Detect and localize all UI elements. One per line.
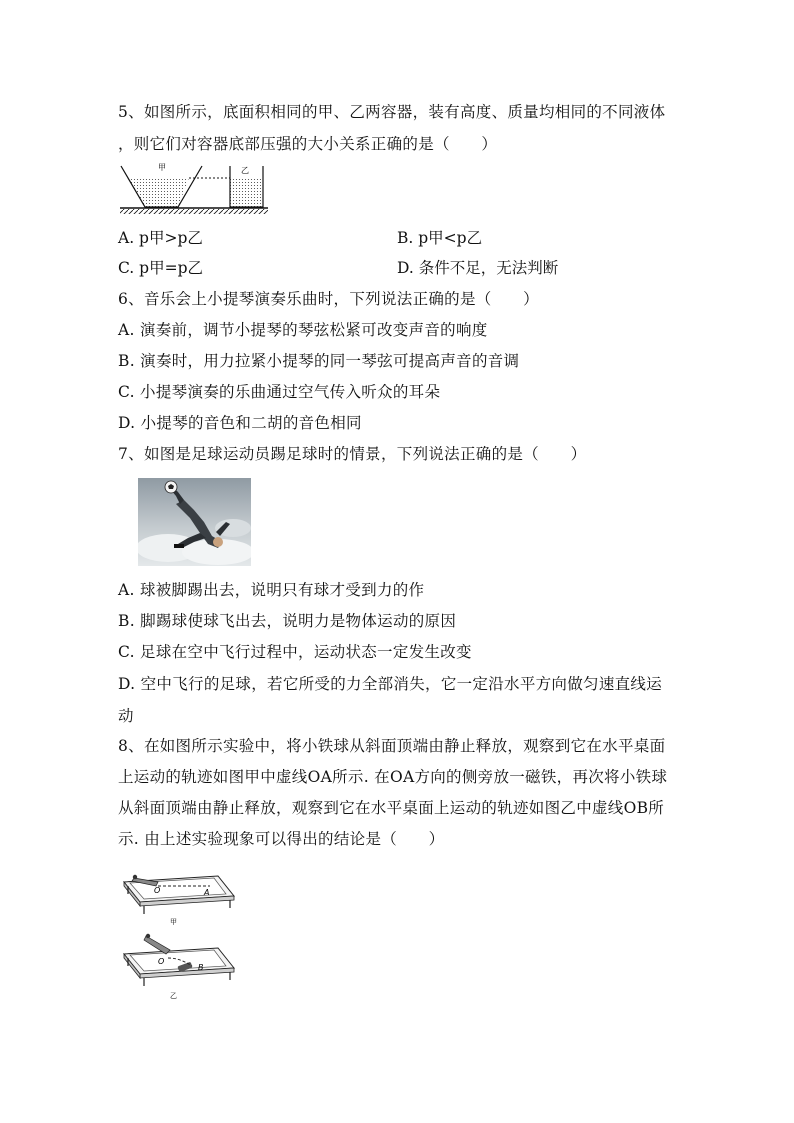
q7-soccer-photo bbox=[138, 478, 251, 566]
q8-stem-line2: 上运动的轨迹如图甲中虚线OA所示. 在OA方向的侧旁放一磁铁，再次将小铁球 bbox=[118, 768, 668, 786]
q5-option-a: A. p甲>p乙 bbox=[118, 229, 203, 247]
q8-figure-yi bbox=[118, 928, 240, 1002]
q8-fig2-label-B: B bbox=[198, 963, 204, 972]
q5-option-b: B. p甲<p乙 bbox=[397, 229, 483, 247]
q6-option-d: D. 小提琴的音色和二胡的音色相同 bbox=[118, 414, 362, 432]
q7-stem: 7、如图是足球运动员踢足球时的情景，下列说法正确的是（ ） bbox=[118, 445, 587, 463]
q8-fig2-label-O: O bbox=[158, 957, 165, 966]
q8-fig1-label-A: A bbox=[204, 888, 210, 897]
q6-option-c: C. 小提琴演奏的乐曲通过空气传入听众的耳朵 bbox=[118, 383, 441, 401]
q5-label-yi: 乙 bbox=[241, 166, 249, 175]
q7-option-c: C. 足球在空中飞行过程中，运动状态一定发生改变 bbox=[118, 643, 472, 661]
q5-label-jia: 甲 bbox=[158, 163, 166, 172]
q7-option-d-line1: D. 空中飞行的足球，若它所受的力全部消失，它一定沿水平方向做匀速直线运 bbox=[118, 675, 663, 693]
q6-stem: 6、音乐会上小提琴演奏乐曲时，下列说法正确的是（ ） bbox=[118, 290, 539, 308]
q5-option-c: C. p甲=p乙 bbox=[118, 259, 203, 277]
q7-option-a: A. 球被脚踢出去，说明只有球才受到力的作 bbox=[118, 581, 425, 599]
q5-containers-figure bbox=[118, 160, 274, 216]
q8-fig1-caption: 甲 bbox=[170, 918, 177, 926]
q7-option-d-line2: 动 bbox=[118, 707, 134, 725]
q5-stem-line1: 5、如图所示，底面积相同的甲、乙两容器，装有高度、质量均相同的不同液体 bbox=[118, 103, 666, 121]
q6-option-b: B. 演奏时，用力拉紧小提琴的同一琴弦可提高声音的音调 bbox=[118, 352, 520, 370]
q8-stem-line1: 8、在如图所示实验中，将小铁球从斜面顶端由静止释放，观察到它在水平桌面 bbox=[118, 737, 666, 755]
q8-stem-line3: 从斜面顶端由静止释放，观察到它在水平桌面上运动的轨迹如图乙中虚线OB所 bbox=[118, 799, 665, 817]
q5-stem-line2: ，则它们对容器底部压强的大小关系正确的是（ ） bbox=[118, 135, 498, 153]
q8-figure-jia bbox=[118, 862, 240, 928]
q5-option-d: D. 条件不足，无法判断 bbox=[397, 259, 559, 277]
q8-stem-line4: 示. 由上述实验现象可以得出的结论是（ ） bbox=[118, 830, 445, 848]
q8-fig2-caption: 乙 bbox=[170, 992, 177, 1000]
q6-option-a: A. 演奏前，调节小提琴的琴弦松紧可改变声音的响度 bbox=[118, 321, 488, 339]
q8-fig1-label-O: O bbox=[154, 886, 161, 895]
q7-option-b: B. 脚踢球使球飞出去，说明力是物体运动的原因 bbox=[118, 612, 457, 630]
